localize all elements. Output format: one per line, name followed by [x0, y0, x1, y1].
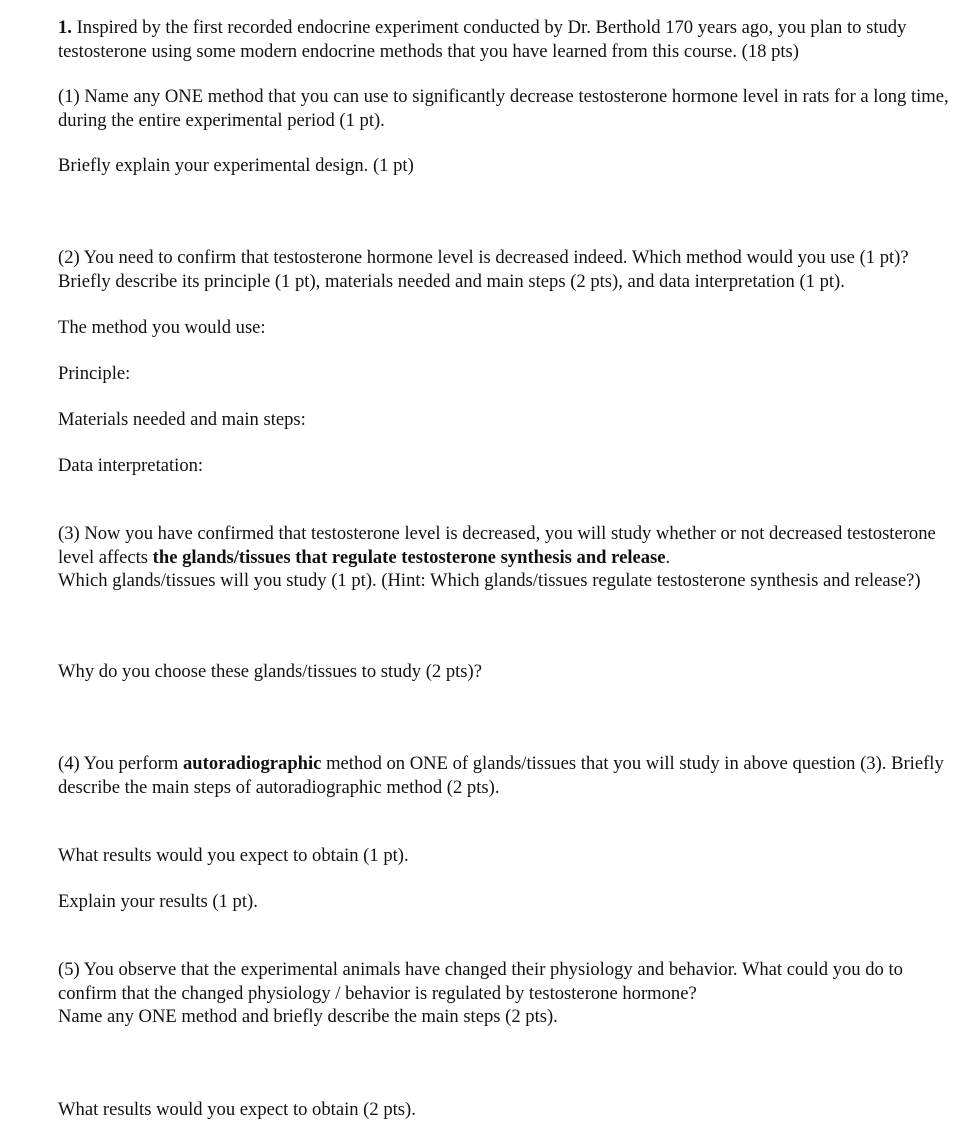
part5-prompt-line-b: Name any ONE method and briefly describe the main steps (2 pts).: [58, 1006, 558, 1027]
part4-prompt-bold: autoradiographic: [183, 753, 322, 774]
part5-prompt-line-a: (5) You observe that the experimental animals have changed their physiology and behavior. What could you do to confirm that the changed physiology / behavior is regulated by testosterone hormone?: [58, 959, 903, 1004]
part5-results: What results would you expect to obtain (2 pts).: [58, 1099, 416, 1120]
part4-results: What results would you expect to obtain (1 pt).: [58, 845, 409, 866]
part3-prompt: [58, 522, 960, 593]
question-number: 1.: [58, 17, 72, 38]
part3-why: Why do you choose these glands/tissues to study (2 pts)?: [58, 661, 482, 682]
part4-explain: Explain your results (1 pt).: [58, 891, 258, 912]
part2-prompt: (2) You need to confirm that testosterone hormone level is decreased indeed. Which method would you use (1 pt)? Briefly describe its principle (1 pt), materials needed and main steps (2 pts), and data interpretation (1 pt).: [58, 247, 909, 292]
part3-prompt-line-b: Which glands/tissues will you study (1 pt). (Hint: Which glands/tissues regulate testosterone synthesis and release?): [58, 570, 921, 591]
part3-prompt-bold: the glands/tissues that regulate testosterone synthesis and release: [152, 546, 666, 568]
part4-prompt-text-a: (4) You perform: [58, 753, 179, 774]
part4-prompt-text-b: method on ONE of glands/tissues that you will study in above question (3). Briefly describe the main steps of autoradiographic method (2 pts).: [58, 753, 944, 798]
question-intro-text: Inspired by the first recorded endocrine experiment conducted by Dr. Berthold 170 years ago, you plan to study testosterone using some modern endocrine methods that you have learned from this course. (18 pts): [58, 17, 907, 62]
part2-materials-label: Materials needed and main steps:: [58, 409, 306, 430]
part3-prompt-line-a: [58, 522, 960, 569]
part4-prompt: [58, 752, 960, 799]
part5-prompt: [58, 958, 960, 1029]
part2-interpretation-label: Data interpretation:: [58, 455, 204, 476]
part1-prompt: (1) Name any ONE method that you can use to significantly decrease testosterone hormone level in rats for a long time, during the entire experimental period (1 pt).: [58, 86, 949, 131]
part3-prompt-text: (3) Now you have confirmed that testosterone level is decreased, you will study whether or not decreased testosterone level affects: [58, 523, 936, 568]
part2-method-label: The method you would use:: [58, 317, 266, 338]
part1-design: Briefly explain your experimental design. (1 pt): [58, 155, 414, 176]
part2-principle-label: Principle:: [58, 363, 131, 384]
question-intro: [58, 16, 960, 63]
part3-prompt-end: .: [665, 546, 671, 568]
